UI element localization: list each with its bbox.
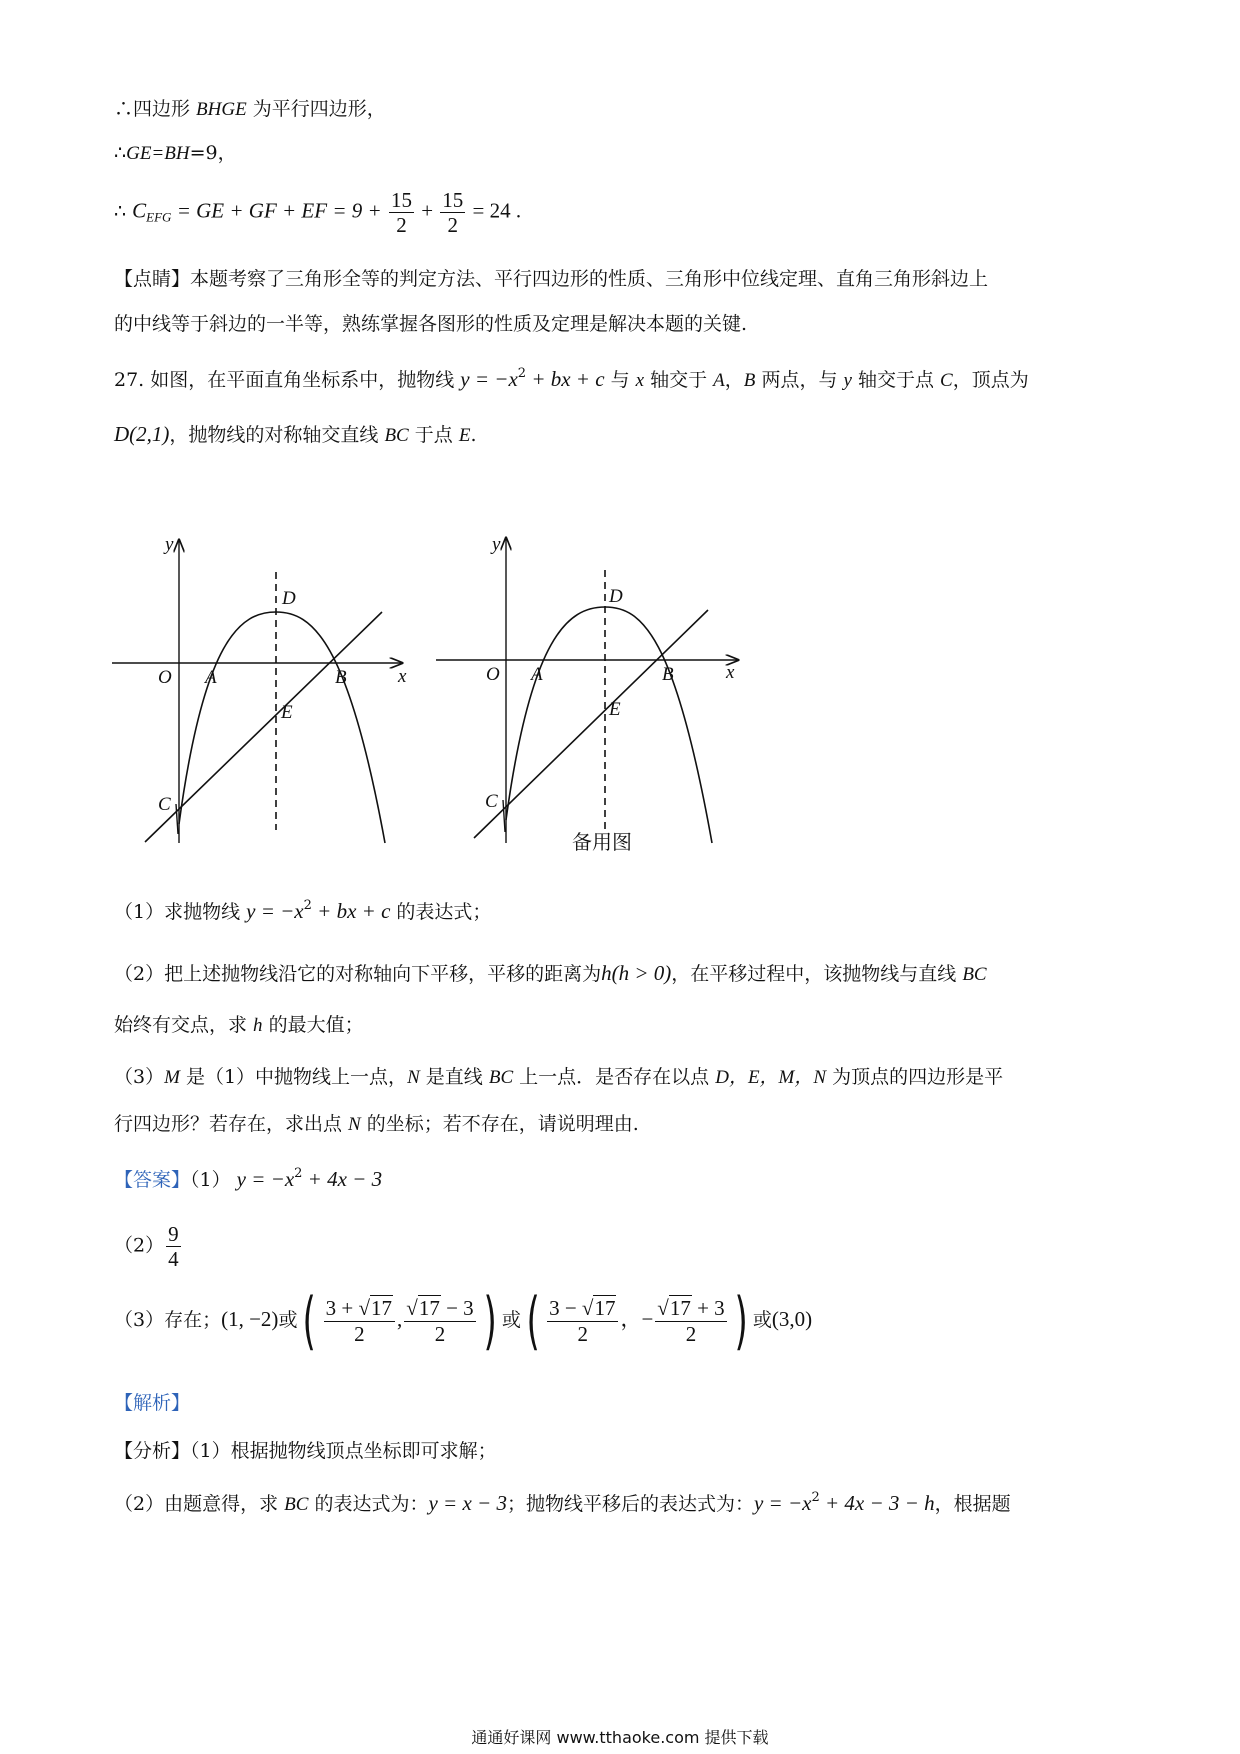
text: .: [470, 424, 477, 446]
label-x: x: [726, 662, 735, 683]
denominator: 2: [354, 1321, 365, 1346]
label-B: B: [662, 664, 674, 685]
point-1: (1, −2): [221, 1307, 279, 1331]
fraction: [389, 188, 414, 237]
equation: + 4x − 3 − h: [819, 1491, 935, 1515]
denominator: 2: [577, 1321, 589, 1346]
text: =9，: [189, 142, 237, 164]
numerator: 3 − √17: [547, 1296, 618, 1321]
denominator: 2: [434, 1321, 446, 1346]
var: BC: [488, 1067, 514, 1088]
text: ；抛物线平移后的表达式为：: [506, 1493, 754, 1515]
text: 3 +: [325, 1296, 359, 1321]
label-B: B: [335, 667, 347, 688]
result: = 24 .: [467, 198, 522, 223]
numerator: 15: [442, 188, 464, 212]
text: （1）根据抛物线顶点坐标即可求解；: [190, 1440, 497, 1462]
comma: ，: [620, 1307, 642, 1331]
answer-3: [114, 1284, 813, 1357]
var: GE=BH: [126, 143, 190, 164]
perimeter-symbol: C: [132, 198, 147, 223]
text: （3）存在；: [114, 1309, 222, 1331]
var: y: [843, 370, 852, 391]
label-A: A: [531, 664, 543, 685]
equation: y = −x: [236, 1167, 295, 1191]
text: 3 −: [549, 1296, 582, 1321]
parabola: [506, 607, 712, 843]
answer-tag: 【答案】: [114, 1169, 191, 1191]
minus: −: [641, 1307, 654, 1331]
subscript: EFG: [146, 209, 172, 225]
text: 的坐标；若不存在，请说明理由.: [360, 1113, 639, 1135]
parabola-left-tail: [176, 804, 178, 834]
fraction: [404, 1296, 475, 1345]
text: ，根据题: [934, 1493, 1011, 1515]
answer-1: [114, 1166, 382, 1192]
paren: (: [526, 1284, 540, 1357]
label-y: y: [165, 534, 174, 555]
label-E: E: [281, 702, 293, 723]
numerator: 9: [168, 1222, 179, 1246]
page-footer: 通通好课网 www.tthaoke.com 提供下载: [471, 1728, 769, 1747]
text: （3）: [114, 1066, 165, 1088]
label-C: C: [485, 791, 498, 812]
sub3-line-2: [114, 1113, 639, 1137]
text: （1）求抛物线: [114, 901, 247, 923]
jiexi-tag: 【解析】: [114, 1392, 191, 1414]
text: ，抛物线的对称轴交直线: [169, 424, 385, 446]
text: 与: [604, 369, 636, 391]
text: 轴交于: [644, 369, 714, 391]
text: 或: [501, 1309, 521, 1331]
sub2-line-1: [114, 961, 987, 987]
sub3-line-1: [114, 1066, 1003, 1090]
denominator: 2: [685, 1321, 697, 1346]
proof-line-2: [114, 142, 237, 166]
text: 的表达式为：: [308, 1493, 429, 1515]
text: 的最大值；: [262, 1014, 364, 1036]
q27-line-1: [114, 366, 1029, 393]
figure-main: [112, 534, 407, 843]
label-A: A: [205, 667, 217, 688]
numerator: √17 − 3: [406, 1296, 474, 1321]
label-O: O: [158, 667, 172, 688]
var: BC: [384, 425, 409, 446]
numerator: 3 + √17: [324, 1296, 395, 1321]
text: 或: [752, 1309, 772, 1331]
fraction: [324, 1296, 395, 1345]
fenxi-line-1: [114, 1440, 497, 1463]
equation: + bx + c: [526, 367, 605, 391]
fenxi-tag: 【分析】: [114, 1440, 191, 1462]
denominator: 4: [168, 1247, 179, 1272]
text: 行四边形？若存在，求出点: [114, 1113, 349, 1135]
var: x: [635, 370, 645, 391]
text: 两点，与: [755, 369, 844, 391]
fenxi-line-2: [114, 1490, 1011, 1517]
spare-figure-caption: 备用图: [572, 830, 632, 854]
sub2-line-2: [114, 1014, 364, 1038]
sub1: [114, 898, 491, 924]
text: 始终有交点，求: [114, 1014, 254, 1036]
var: D，E，M，N: [715, 1067, 827, 1088]
denominator: 2: [396, 213, 407, 238]
text: 27. 如图，在平面直角坐标系中，抛物线: [114, 369, 461, 391]
dianjing-line-1: 【点睛】本题考察了三角形全等的判定方法、平行四边形的性质、三角形中位线定理、直角三角形斜边上: [114, 268, 989, 290]
line-BC: [474, 610, 708, 838]
equation: + bx + c: [311, 899, 391, 923]
text: 为平行四边形，: [246, 98, 386, 120]
radicand: 17: [371, 1296, 393, 1321]
radicand: 17: [669, 1296, 691, 1321]
equation: + 4x − 3: [302, 1167, 383, 1191]
var: BHGE: [196, 99, 247, 120]
point-4: (3,0): [771, 1307, 813, 1331]
paren: ): [734, 1284, 748, 1357]
superscript: 2: [303, 898, 312, 913]
proof-line-3: [114, 188, 521, 237]
var: N: [348, 1114, 361, 1135]
text: − 3: [440, 1296, 474, 1321]
dianjing-line-2: 的中线等于斜边的一半等，熟练掌握各图形的性质及定理是解决本题的关键.: [114, 313, 748, 335]
q27-line-2: [114, 422, 476, 448]
radicand: 17: [418, 1296, 440, 1321]
answer-2: [114, 1222, 183, 1271]
var: M: [164, 1067, 180, 1088]
equation: y = −x: [246, 899, 304, 923]
parabola: [179, 612, 385, 843]
denominator: 2: [447, 213, 459, 238]
radicand: 17: [594, 1296, 616, 1321]
text: 的表达式；: [390, 901, 492, 923]
text: ，: [724, 369, 744, 391]
superscript: 2: [517, 366, 527, 381]
text: （2）把上述抛物线沿它的对称轴向下平移，平移的距离为: [114, 963, 602, 985]
fraction: [440, 188, 465, 237]
h-condition: h(h > 0): [601, 961, 672, 985]
line-BC: [145, 612, 382, 842]
text: 是直线: [419, 1066, 489, 1088]
numerator: √17 + 3: [657, 1296, 725, 1321]
graph-figures: [0, 520, 760, 860]
equation: y = x − 3: [428, 1491, 507, 1515]
numerator: 15: [390, 188, 412, 212]
label-O: O: [486, 664, 500, 685]
var: B: [743, 370, 756, 391]
text: ，顶点为: [952, 369, 1029, 391]
equation: y = −x: [460, 367, 518, 391]
vertex-D: D(2,1): [114, 422, 170, 446]
fraction: [547, 1296, 618, 1345]
label-E: E: [609, 699, 621, 720]
equation: y = −x: [753, 1491, 812, 1515]
comma: ,: [397, 1307, 403, 1331]
fraction: [166, 1222, 181, 1271]
figure-spare: [436, 534, 738, 854]
paren: (: [302, 1284, 317, 1357]
superscript: 2: [294, 1166, 303, 1181]
text: 或: [278, 1309, 298, 1331]
text: 轴交于点: [851, 369, 941, 391]
var: BC: [962, 964, 987, 985]
plus: +: [415, 198, 439, 223]
var: BC: [284, 1494, 309, 1515]
parabola-left-tail: [503, 800, 505, 832]
label-C: C: [158, 794, 171, 815]
text: ∴四边形: [114, 98, 197, 120]
text: （2）: [114, 1234, 165, 1257]
text: ∴: [114, 200, 133, 223]
text: 为顶点的四边形是平: [826, 1066, 1004, 1088]
text: （2）由题意得，求: [114, 1493, 285, 1515]
label-y: y: [492, 534, 501, 555]
text: + 3: [691, 1296, 725, 1321]
var: N: [407, 1067, 420, 1088]
superscript: 2: [811, 1490, 820, 1505]
equation: = GE + GF + EF = 9 +: [171, 198, 387, 223]
var: A: [713, 370, 725, 391]
text: ∴: [114, 142, 127, 164]
label-D: D: [282, 588, 296, 609]
label-D: D: [609, 586, 623, 607]
label-x: x: [398, 666, 407, 687]
paren: ): [483, 1284, 497, 1357]
text: 是（1）中抛物线上一点，: [179, 1066, 408, 1088]
text: 于点: [408, 424, 459, 446]
fraction: [655, 1296, 726, 1345]
var: h: [253, 1015, 263, 1036]
text: 上一点．是否存在以点: [513, 1066, 716, 1088]
text: ，在平移过程中，该抛物线与直线: [671, 963, 963, 985]
var: E: [458, 425, 471, 446]
proof-line-1: [114, 98, 386, 122]
var: C: [940, 370, 953, 391]
text: （1）: [190, 1169, 237, 1191]
